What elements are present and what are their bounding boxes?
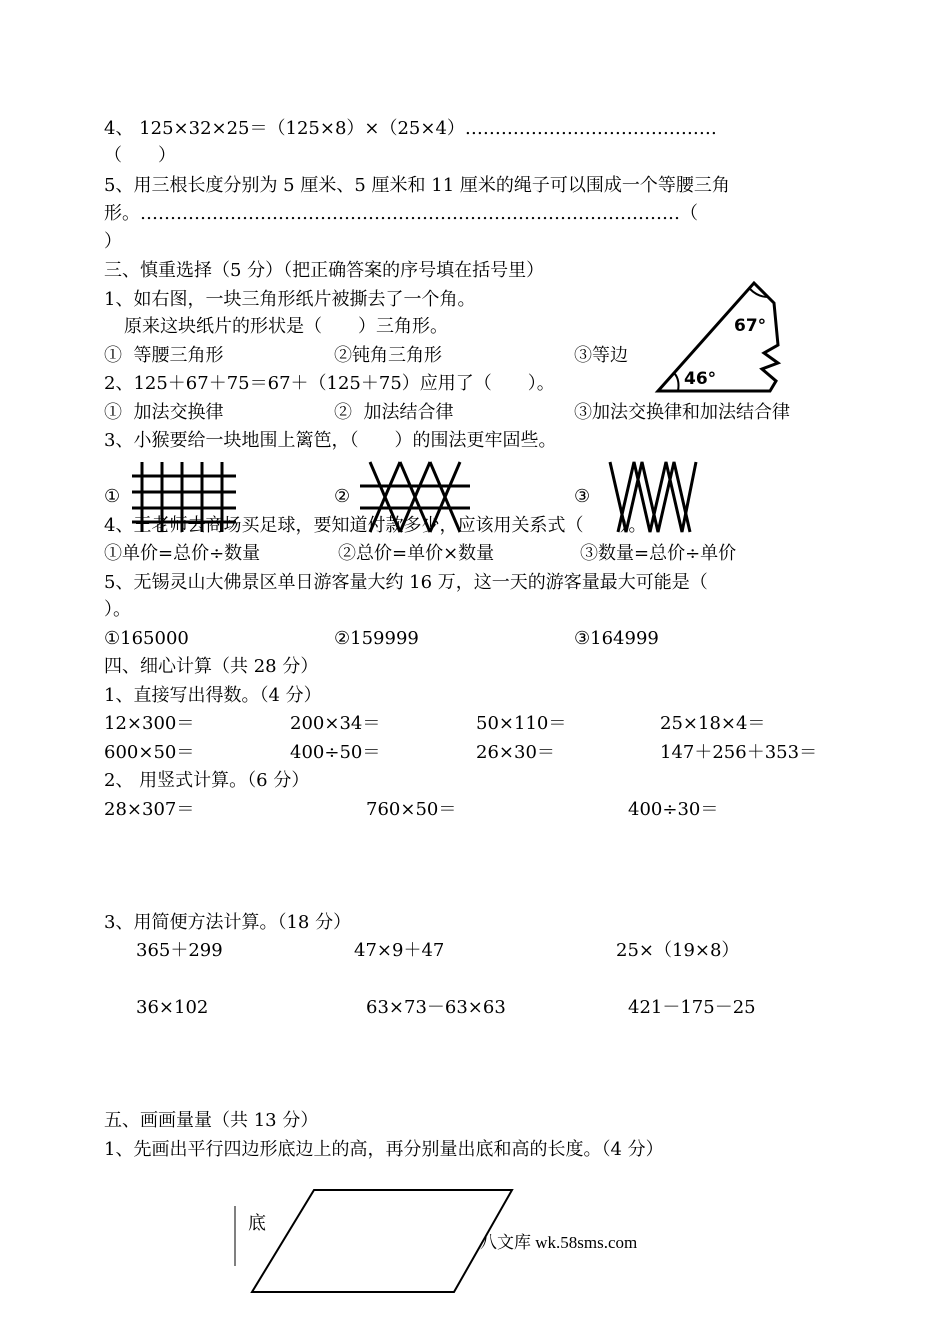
s4-p2-title: 2、 用竖式计算。（6 分） (104, 770, 310, 791)
judge-q4-answer-blank[interactable]: （ ） (104, 145, 176, 166)
s3-q2-option-2[interactable]: ② 加法结合律 (334, 402, 454, 423)
s5-q1-stem: 1、先画出平行四边形底边上的高，再分别量出底和高的长度。（4 分） (104, 1139, 664, 1160)
s4-p1-title: 1、直接写出得数。（4 分） (104, 685, 322, 706)
s4-p2-item: 28×307＝ (104, 799, 195, 820)
s4-p3-item: 421－175－25 (628, 997, 756, 1018)
s3-q5-option-1[interactable]: ①165000 (104, 628, 189, 649)
judge-q4-line1: 4、 125×32×25＝（125×8）×（25×4）…………………………………… (104, 118, 717, 139)
base-label: 底 (248, 1213, 266, 1234)
s4-p3-item: 36×102 (136, 997, 209, 1018)
s3-q4-option-1[interactable]: ①单价=总价÷数量 (104, 543, 261, 564)
s4-p1-item: 600×50＝ (104, 742, 195, 763)
s3-q5-stem2: ）。 (104, 599, 131, 620)
s3-q4-option-2[interactable]: ②总价=单价×数量 (338, 543, 495, 564)
s4-p3-item: 25×（19×8） (616, 940, 740, 961)
judge-q5-line2: 形。………………………………………………………………………………（ (104, 203, 698, 224)
s4-p1-item: 400÷50＝ (290, 742, 381, 763)
s4-p1-item: 200×34＝ (290, 713, 381, 734)
s3-q3-option-2[interactable]: ② (334, 486, 351, 507)
s4-p2-item: 760×50＝ (366, 799, 457, 820)
s3-q2-option-3[interactable]: ③加法交换律和加法结合律 (574, 402, 790, 423)
judge-q5-answer-close[interactable]: ） (104, 231, 122, 252)
s3-q1-stem2: 原来这块纸片的形状是（ ）三角形。 (124, 316, 448, 337)
s3-q3-option-1[interactable]: ① (104, 486, 121, 507)
torn-triangle-figure (650, 283, 840, 393)
s4-p1-item: 12×300＝ (104, 713, 195, 734)
s3-q5-option-3[interactable]: ③164999 (574, 628, 659, 649)
s3-q4-option-3[interactable]: ③数量=总价÷单价 (580, 543, 737, 564)
s4-p3-item: 365＋299 (136, 940, 223, 961)
s3-q5-stem: 5、无锡灵山大佛景区单日游客量大约 16 万，这一天的游客量最大可能是（ (104, 572, 708, 593)
s4-p1-item: 25×18×4＝ (660, 713, 766, 734)
angle-label-bottom: 46° (684, 369, 717, 389)
s4-p3-item: 47×9＋47 (354, 940, 445, 961)
angle-label-top: 67° (734, 316, 767, 336)
section5-title: 五、画画量量（共 13 分） (104, 1110, 319, 1131)
s4-p3-item: 63×73－63×63 (366, 997, 506, 1018)
watermark: 八文库 wk.58sms.com (480, 1233, 638, 1252)
s3-q1-option-1[interactable]: ① 等腰三角形 (104, 345, 224, 366)
judge-q5-line1: 5、用三根长度分别为 5 厘米、5 厘米和 11 厘米的绳子可以围成一个等腰三角 (104, 175, 730, 196)
s4-p1-item: 50×110＝ (476, 713, 567, 734)
s4-p3-title: 3、用简便方法计算。（18 分） (104, 912, 352, 933)
s3-q1-option-2[interactable]: ②钝角三角形 (334, 345, 442, 366)
s3-q1-stem: 1、如右图，一块三角形纸片被撕去了一个角。 (104, 289, 476, 310)
s4-p2-item: 400÷30＝ (628, 799, 719, 820)
s3-q4-stem: 4、王老师去商场买足球，要知道付款多少，应该用关系式（ ）。 (104, 515, 647, 536)
s3-q5-option-2[interactable]: ②159999 (334, 628, 419, 649)
s3-q2-option-1[interactable]: ① 加法交换律 (104, 402, 224, 423)
section3-title: 三、慎重选择（5 分）（把正确答案的序号填在括号里） (104, 260, 545, 281)
s4-p1-item: 26×30＝ (476, 742, 555, 763)
s4-p1-item: 147＋256＋353＝ (660, 742, 818, 763)
s3-q3-stem: 3、小猴要给一块地围上篱笆，（ ）的围法更牢固些。 (104, 430, 557, 451)
s3-q1-option-3[interactable]: ③等边 (574, 345, 628, 366)
s3-q3-option-3[interactable]: ③ (574, 486, 591, 507)
section4-title: 四、细心计算（共 28 分） (104, 656, 319, 677)
s3-q2-stem: 2、125＋67＋75＝67＋（125＋75）应用了（ ）。 (104, 373, 555, 394)
